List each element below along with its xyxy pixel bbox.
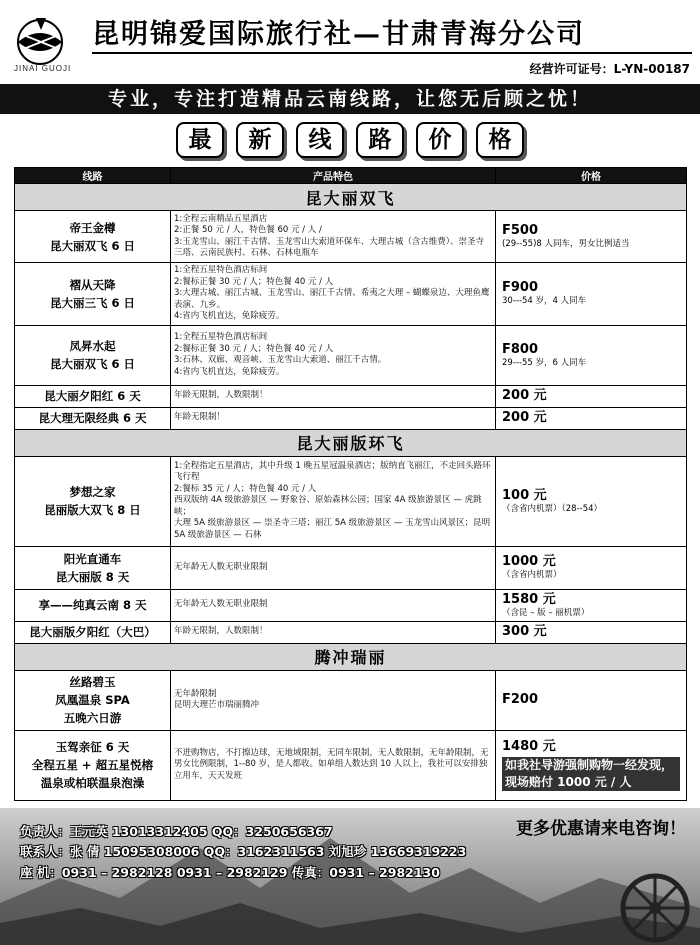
price-table [14,167,687,801]
price-note: (29--55)8 人同车，男女比例适当 [502,239,630,249]
table-row [15,670,687,730]
price-value: F900 [502,280,539,296]
header-route: 线路 [15,168,171,184]
header-features: 产品特色 [171,168,496,184]
title-char: 线 [296,122,344,158]
route-features: 年龄无限制，人数限制！ [171,385,496,407]
route-features [171,211,496,263]
route-name [15,263,171,326]
route-features: 无年龄无人数无职业限制 [171,546,496,589]
route-name-line: 全程五星 + 超五星悦榕 [31,758,154,772]
company-name: 昆明锦爱国际旅行社—甘肃青海分公司 [92,19,585,50]
route-name-line: 昆大丽双飞 6 日 [49,238,135,253]
route-features: 年龄无限制！ [171,407,496,429]
route-name-line: 帝王金樽 [69,220,116,235]
route-name-line: 昆大丽版 8 天 [55,569,130,584]
feature-line: 3:石林、双廊、观音峡、玉龙雪山大索道、丽江千古情。 [174,355,387,365]
route-name-line: 褶从天降 [69,277,116,292]
title-char: 格 [476,122,524,158]
slogan-bar: 专业，专注打造精品云南线路，让您无后顾之忧！ [0,84,700,114]
route-features [171,456,496,546]
route-price [496,211,687,263]
table-row [15,407,687,429]
feature-line: 西双版纳 4A 级旅游景区 — 野象谷、原始森林公园；国家 4A 级旅游景区 — 虎跳峡； [174,495,482,517]
route-features: 不进购物店，不打擦边球，无地域限制，无同车限制，无人数限制，无年龄限制，无男女比例限制，1--80 岁，是人都收。如单组人数达到 10 人以上，我社可以安排独立用车，天天发班 [171,730,496,800]
route-price [496,263,687,326]
route-name-line: 玉驾亲征 6 天 [55,740,130,754]
route-features: 年龄无限制，人数限制！ [171,621,496,643]
route-name-line: 温泉或柏联温泉泡澡 [40,776,145,790]
section-title: 腾冲瑞丽 [15,643,687,670]
route-name-line: 昆大丽三飞 6 日 [49,295,135,310]
title-char: 路 [356,122,404,158]
route-name-line: 梦想之家 [69,485,116,499]
route-name-line: 阳光直通车 [63,551,122,566]
price-note: 30---54 岁，4 人同车 [502,296,587,307]
feature-line: 2:餐标正餐 30 元 / 人；特色餐 40 元 / 人 [174,276,334,287]
contact-line: 联系人：张 倩 15095308006 QQ：3162311563 刘旭珍 13669319223 [20,844,467,859]
feature-line: 3:玉龙雪山、丽江千古情、玉龙雪山大索道环保车、大理古城（含古维费）、崇圣寺三塔、云南民族村、石林、石林电瓶车 [174,236,485,258]
route-name-line: 凤昇水起 [69,339,116,353]
title-char: 最 [176,122,224,158]
promo-banner: 如我社导游强制购物一经发现，现场赔付 1000 元 / 人 [502,757,680,791]
route-features [171,670,496,730]
route-name [15,211,171,263]
route-name [15,325,171,385]
route-name-line: 昆大丽双飞 6 日 [49,357,135,371]
route-name-line: 丝路碧玉 [69,675,116,689]
price-value: 200 元 [502,388,547,403]
route-name [15,670,171,730]
route-price [496,407,687,429]
route-price [496,621,687,643]
inquiry-slogan: 更多优惠请来电咨询！ [516,819,686,839]
route-name [15,730,171,800]
price-value: F800 [502,341,539,357]
title-char: 价 [416,122,464,158]
header [0,0,700,84]
table-header-row [15,168,687,184]
feature-line: 2:正餐 50 元 / 人，特色餐 60 元 / 人 / [174,225,322,235]
price-note: （含昆 – 版 – 丽机票） [502,607,590,618]
feature-line: 大理 5A 级旅游景区 — 崇圣寺三塔；丽江 5A 级旅游景区 — 玉龙雪山风景区；昆明 5A 级旅游景区 — 石林 [174,518,491,540]
feature-line: 2:餐标正餐 30 元 / 人；特色餐 40 元 / 人 [174,343,334,354]
feature-line: 1:全程五星特色酒店标间 [174,332,268,342]
price-value: F200 [502,692,539,707]
route-features: 无年龄无人数无职业限制 [171,589,496,621]
contact-line: 负责人：王元英 13013312405 QQ：3250656367 [20,824,333,839]
price-value: 300 元 [502,624,547,639]
table-row [15,211,687,263]
price-note: （含省内机票） [502,570,562,580]
table-row [15,546,687,589]
feature-line: 无年龄限制 [174,688,217,699]
page-title [0,122,700,162]
route-name: 昆大理无限经典 6 天 [15,407,171,429]
route-price [496,325,687,385]
table-row [15,325,687,385]
contact-line: 座 机：0931 – 2982128 0931 – 2982129 传真：0931 – 2982130 [20,865,440,880]
feature-line: 4:省内飞机直达，免除疲劳。 [174,311,285,321]
price-value: F500 [502,223,539,238]
table-row [15,385,687,407]
route-name: 昆大丽夕阳红 6 天 [15,385,171,407]
route-price [496,546,687,589]
price-value: 100 元 [502,487,547,503]
section-title: 昆大丽版环飞 [15,429,687,456]
feature-line: 昆明大理芒市瑞丽腾冲 [174,700,260,710]
route-name-line: 昆丽版大双飞 8 日 [44,503,141,517]
table-row [15,621,687,643]
logo-text: JINAI GUOJI [14,64,72,73]
feature-line: 1:全程云南精品五星酒店 [174,213,268,224]
header-price: 价格 [496,168,687,184]
table-row [15,456,687,546]
route-name-line: 凤凰温泉 SPA [55,693,130,707]
price-value: 200 元 [502,410,547,425]
route-price [496,589,687,621]
section-row [15,184,687,211]
feature-line: 1:全程五星特色酒店标间 [174,265,268,275]
feature-line: 4:省内飞机直达，免除疲劳。 [174,366,285,377]
route-name [15,546,171,589]
route-price [496,670,687,730]
route-name: 享——纯真云南 8 天 [15,589,171,621]
route-name [15,456,171,546]
feature-line: 3:大理古城、丽江古城、玉龙雪山、丽江千古情、希夷之大理 – 蝴蝶泉边、大理鱼鹰表演、九乡。 [174,288,490,310]
footer [0,808,700,945]
route-features [171,263,496,326]
license-number: 经营许可证号：L-YN-00187 [529,62,690,76]
route-price [496,730,687,800]
table-row [15,589,687,621]
price-value: 1480 元 [502,739,556,754]
price-note: 29---55 岁，6 人同车 [502,357,587,368]
company-underline [92,52,692,54]
feature-line: 2:餐标 35 元 / 人；特色餐 40 元 / 人 [174,483,317,494]
route-name: 昆大丽版夕阳红（大巴） [15,621,171,643]
price-value: 1580 元 [502,591,556,607]
price-note: （含省内机票）（28--54） [502,503,603,514]
route-price [496,456,687,546]
route-name-line: 五晚六日游 [63,711,122,725]
feature-line: 1:全程指定五星酒店，其中升级 1 晚五星冠温泉酒店；版纳直飞丽江，不走回头路环飞行程 [174,460,491,483]
section-row [15,643,687,670]
table-row [15,263,687,326]
section-title: 昆大丽双飞 [15,184,687,211]
table-row [15,730,687,800]
section-row [15,429,687,456]
title-char: 新 [236,122,284,158]
route-price [496,385,687,407]
price-value: 1000 元 [502,554,556,569]
route-features [171,325,496,385]
